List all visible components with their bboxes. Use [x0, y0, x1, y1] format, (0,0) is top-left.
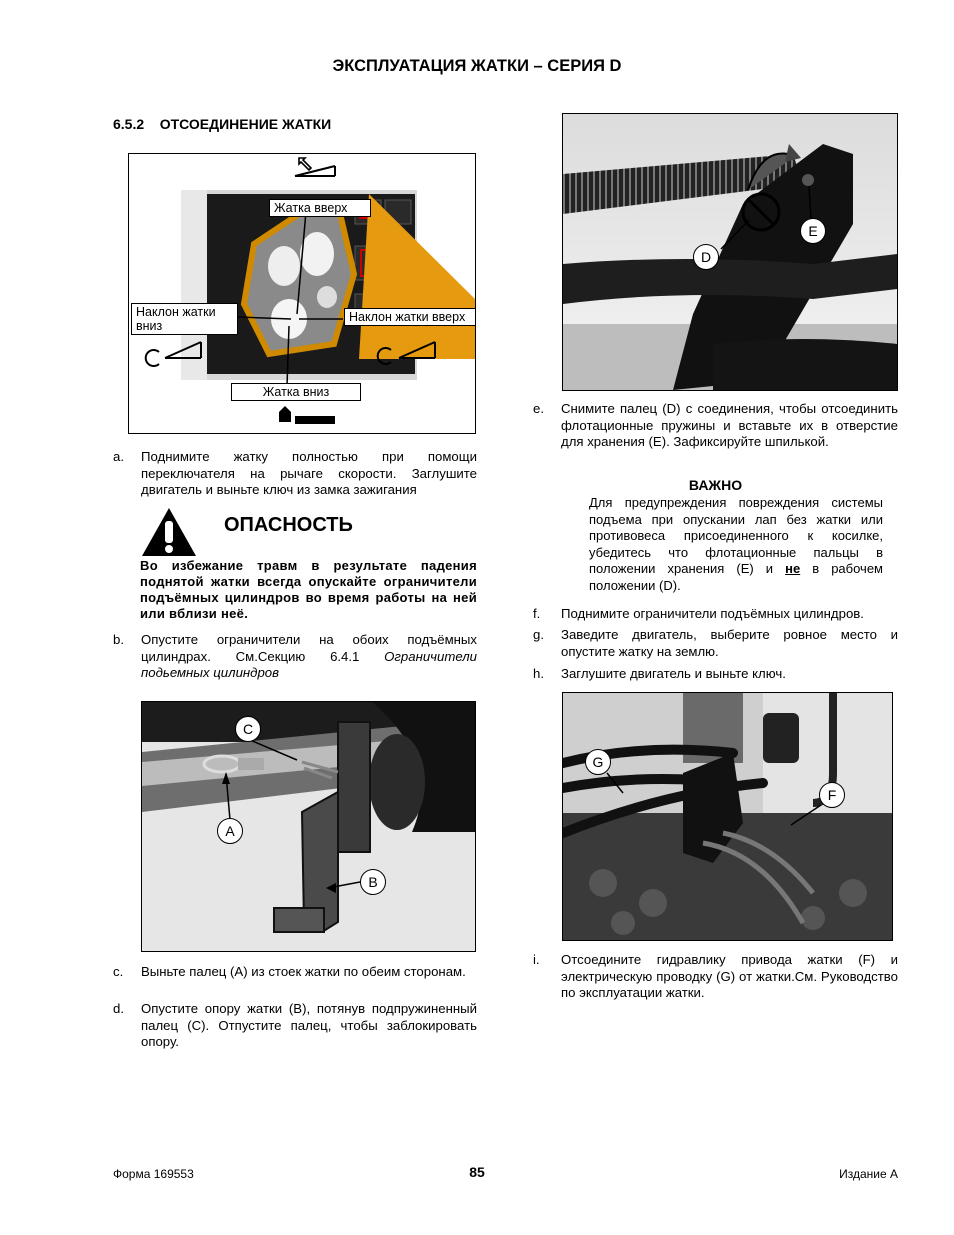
- important-emphasis: не: [785, 561, 801, 576]
- label-d: D: [693, 244, 719, 270]
- label-c: C: [235, 716, 261, 742]
- step-h: h. Заглушите двигатель и выньте ключ.: [533, 666, 786, 681]
- section-title: ОТСОЕДИНЕНИЕ ЖАТКИ: [159, 116, 332, 132]
- spring-figure: [562, 113, 898, 391]
- step-a: a. Поднимите жатку полностью при помощи переключателя на рычаге скорости. Заглушите двигатель и выньте ключ из замка зажигания: [113, 449, 477, 497]
- spring-illustration: [563, 114, 897, 390]
- label-b: B: [360, 869, 386, 895]
- step-f: f. Поднимите ограничители подъёмных цилиндров.: [533, 606, 864, 621]
- stand-illustration: [142, 702, 475, 951]
- danger-text: Во избежание травм в результате падения поднятой жатки всегда опускайте ограничители подъёмных цилиндров во время работы на ней или вблизи неё.: [140, 558, 477, 621]
- step-i: i. Отсоедините гидравлику привода жатки (F) и электрическую проводку (G) от жатки.См. Руководство по эксплуатации жатки.: [533, 952, 898, 1000]
- page-title: ЭКСПЛУАТАЦИЯ ЖАТКИ – СЕРИЯ D: [332, 57, 622, 75]
- callout-tilt-up: Наклон жатки вверх: [344, 308, 476, 326]
- label-g: G: [585, 749, 611, 775]
- section-heading: [113, 116, 331, 132]
- danger-block: [140, 506, 477, 626]
- stand-figure: [141, 701, 476, 952]
- warning-triangle-icon: [140, 506, 198, 558]
- callout-header-up: Жатка вверх: [269, 199, 371, 217]
- important-text: Для предупреждения повреждения системы подъема при опускании лап без жатки или противовеса присоединенного к косилке, убедитесь что флотационные пальцы в положении хранения (E) и не в рабочем положении (D).: [589, 495, 883, 593]
- step-b: b. Опустите ограничители на обоих подъёмных цилиндрах. См.Секцию 6.4.1 Ограничители подьемных цилиндров: [113, 632, 477, 680]
- footer-edition: Издание A: [839, 1167, 898, 1181]
- footer-form-number: Форма 169553: [113, 1167, 194, 1181]
- label-f: F: [819, 782, 845, 808]
- hydraulics-figure: [562, 692, 893, 941]
- step-d: d. Опустите опору жатки (B), потянув подпружиненный палец (C). Отпустите палец, чтобы заблокировать опору.: [113, 1001, 477, 1049]
- label-a: A: [217, 818, 243, 844]
- section-number: 6.5.2: [113, 116, 145, 132]
- controls-figure: [128, 153, 476, 434]
- step-g: g. Заведите двигатель, выберите ровное место и опустите жатку на землю.: [533, 627, 898, 659]
- step-e: e. Снимите палец (D) с соединения, чтобы отсоединить флотационные пружины и вставьте их в отверстие для хранения (E). Зафиксируйте шпилькой.: [533, 401, 898, 449]
- callout-header-down: Жатка вниз: [231, 383, 361, 401]
- danger-title: ОПАСНОСТЬ: [224, 514, 353, 536]
- callout-tilt-down: Наклон жатки вниз: [131, 303, 238, 335]
- hydraulics-illustration: [563, 693, 892, 940]
- label-e: E: [800, 218, 826, 244]
- page-number: 85: [469, 1164, 485, 1180]
- important-title: ВАЖНО: [688, 477, 743, 493]
- step-c: c. Выньте палец (A) из стоек жатки по обеим сторонам.: [113, 964, 466, 979]
